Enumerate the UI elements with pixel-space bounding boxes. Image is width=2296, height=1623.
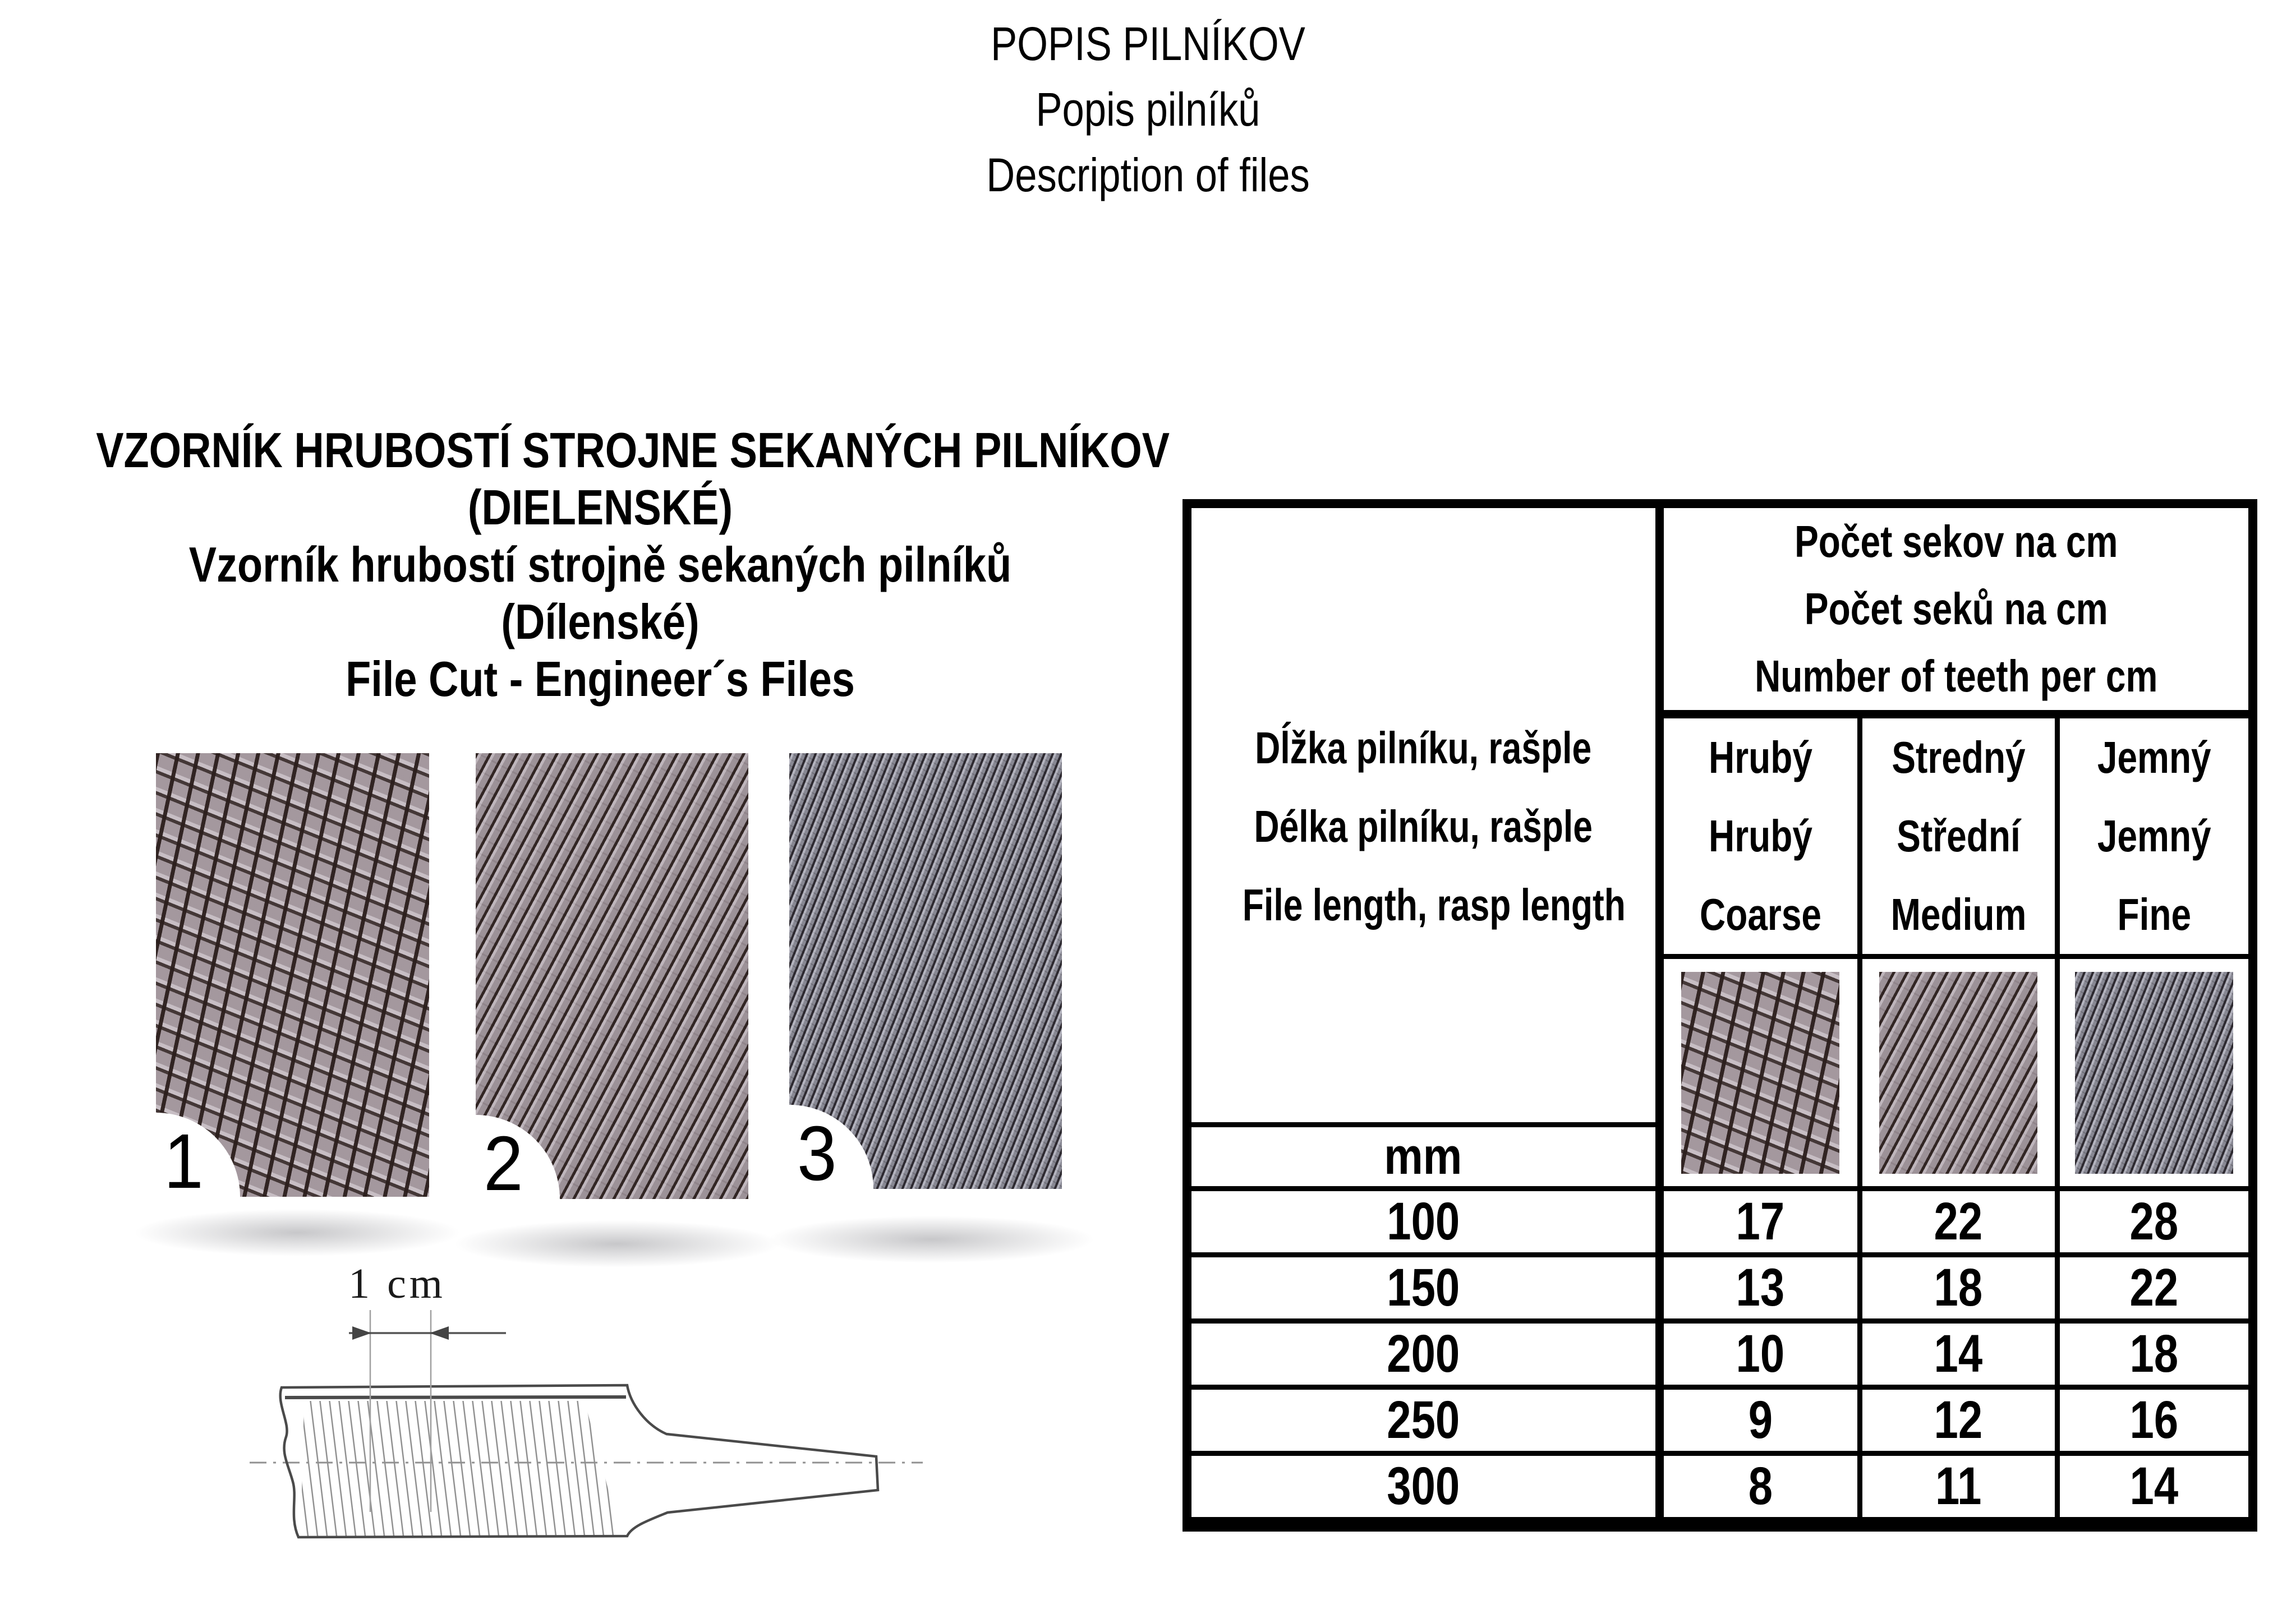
- col-medium-line2: Střední: [1896, 811, 2021, 861]
- cell-length: 100: [1187, 1189, 1659, 1255]
- cell-fine: 16: [2057, 1387, 2253, 1454]
- sample-heading-line4: (Dílenské): [501, 594, 700, 649]
- merged-header-cell: [1659, 504, 2253, 714]
- col-coarse-line1: Hrubý: [1708, 732, 1812, 782]
- col-fine-line1: Jemný: [2097, 732, 2211, 782]
- page-title-en: Description of files: [986, 149, 1310, 201]
- cell-fine: 14: [2057, 1454, 2253, 1525]
- column-header-fine: [2057, 714, 2253, 957]
- sample-number-3: 3: [797, 1110, 837, 1189]
- cell-coarse: 13: [1659, 1255, 1860, 1321]
- cell-length: 200: [1187, 1321, 1659, 1387]
- texture-swatch-coarse: [1681, 972, 1839, 1174]
- table-row: [1187, 1387, 2253, 1454]
- sample-heading-line5: File Cut - Engineer´s Files: [346, 651, 855, 707]
- col-medium-line3: Medium: [1890, 889, 2026, 939]
- col-medium-line1: Stredný: [1891, 732, 2026, 782]
- col-coarse-line2: Hrubý: [1708, 811, 1812, 861]
- column-header-medium: [1860, 714, 2057, 957]
- sample-section-heading: [96, 422, 1170, 708]
- sample-heading-line2: (DIELENSKÉ): [467, 479, 733, 535]
- row-label-line3: File length, rasp length: [1242, 879, 1626, 930]
- row-label-line1: Dĺžka pilníku, rašple: [1255, 722, 1592, 773]
- col-coarse-line3: Coarse: [1699, 889, 1821, 939]
- cell-coarse: 10: [1659, 1321, 1860, 1387]
- cut-sample-medium: [476, 753, 748, 1199]
- cell-medium: 14: [1860, 1321, 2057, 1387]
- col-fine-line2: Jemný: [2097, 811, 2211, 861]
- unit-cell: [1187, 1125, 1659, 1189]
- sample-shadow: [454, 1220, 780, 1267]
- cut-sample-fine: [789, 753, 1062, 1189]
- dimension-arrow-left: [352, 1326, 371, 1340]
- sample-heading-line3: Vzorník hrubostí strojně sekaných pilníků: [188, 537, 1012, 592]
- cell-fine: 28: [2057, 1189, 2253, 1255]
- file-technical-drawing: [241, 1262, 959, 1587]
- texture-cell-fine: [2057, 957, 2253, 1189]
- page-title-block: [183, 11, 2112, 208]
- cell-fine: 22: [2057, 1255, 2253, 1321]
- cell-coarse: 8: [1659, 1454, 1860, 1525]
- sample-shadow: [135, 1209, 460, 1256]
- row-label-line2: Délka pilníku, rašple: [1254, 801, 1593, 851]
- cell-coarse: 9: [1659, 1387, 1860, 1454]
- page-title-cz: Popis pilníků: [1036, 83, 1260, 136]
- row-label-header-cell: [1187, 504, 1659, 1125]
- sample-heading-line1: VZORNÍK HRUBOSTÍ STROJNE SEKANÝCH PILNÍKOV: [96, 422, 1170, 478]
- table-row: [1187, 1454, 2253, 1525]
- sample-number-1: 1: [164, 1118, 204, 1197]
- scale-label: 1 cm: [348, 1262, 446, 1307]
- page-title-sk: POPIS PILNÍKOV: [991, 17, 1305, 70]
- cell-coarse: 17: [1659, 1189, 1860, 1255]
- table-header-line3: Number of teeth per cm: [1754, 651, 2157, 701]
- column-header-coarse: [1659, 714, 1860, 957]
- cell-medium: 11: [1860, 1454, 2057, 1525]
- unit-label: mm: [1384, 1128, 1462, 1185]
- cell-medium: 18: [1860, 1255, 2057, 1321]
- table-header-line2: Počet seků na cm: [1804, 584, 2108, 634]
- file-hatching: [301, 1401, 620, 1536]
- table-row: [1187, 1255, 2253, 1321]
- file-chamfer-line: [285, 1397, 626, 1398]
- col-fine-line3: Fine: [2116, 889, 2191, 939]
- cell-medium: 12: [1860, 1387, 2057, 1454]
- sample-shadow: [769, 1216, 1094, 1263]
- teeth-per-cm-table: [1182, 499, 2257, 1532]
- texture-swatch-medium: [1879, 972, 2037, 1174]
- texture-swatch-fine: [2075, 972, 2233, 1174]
- texture-cell-coarse: [1659, 957, 1860, 1189]
- cell-medium: 22: [1860, 1189, 2057, 1255]
- cut-sample-coarse: [156, 753, 429, 1197]
- dimension-arrow-right: [430, 1326, 449, 1340]
- cell-length: 250: [1187, 1387, 1659, 1454]
- table-row: [1187, 1189, 2253, 1255]
- cell-length: 150: [1187, 1255, 1659, 1321]
- texture-cell-medium: [1860, 957, 2057, 1189]
- table-row: [1187, 1321, 2253, 1387]
- cell-fine: 18: [2057, 1321, 2253, 1387]
- cell-length: 300: [1187, 1454, 1659, 1525]
- table-header-line1: Počet sekov na cm: [1794, 517, 2118, 566]
- sample-number-2: 2: [484, 1121, 523, 1199]
